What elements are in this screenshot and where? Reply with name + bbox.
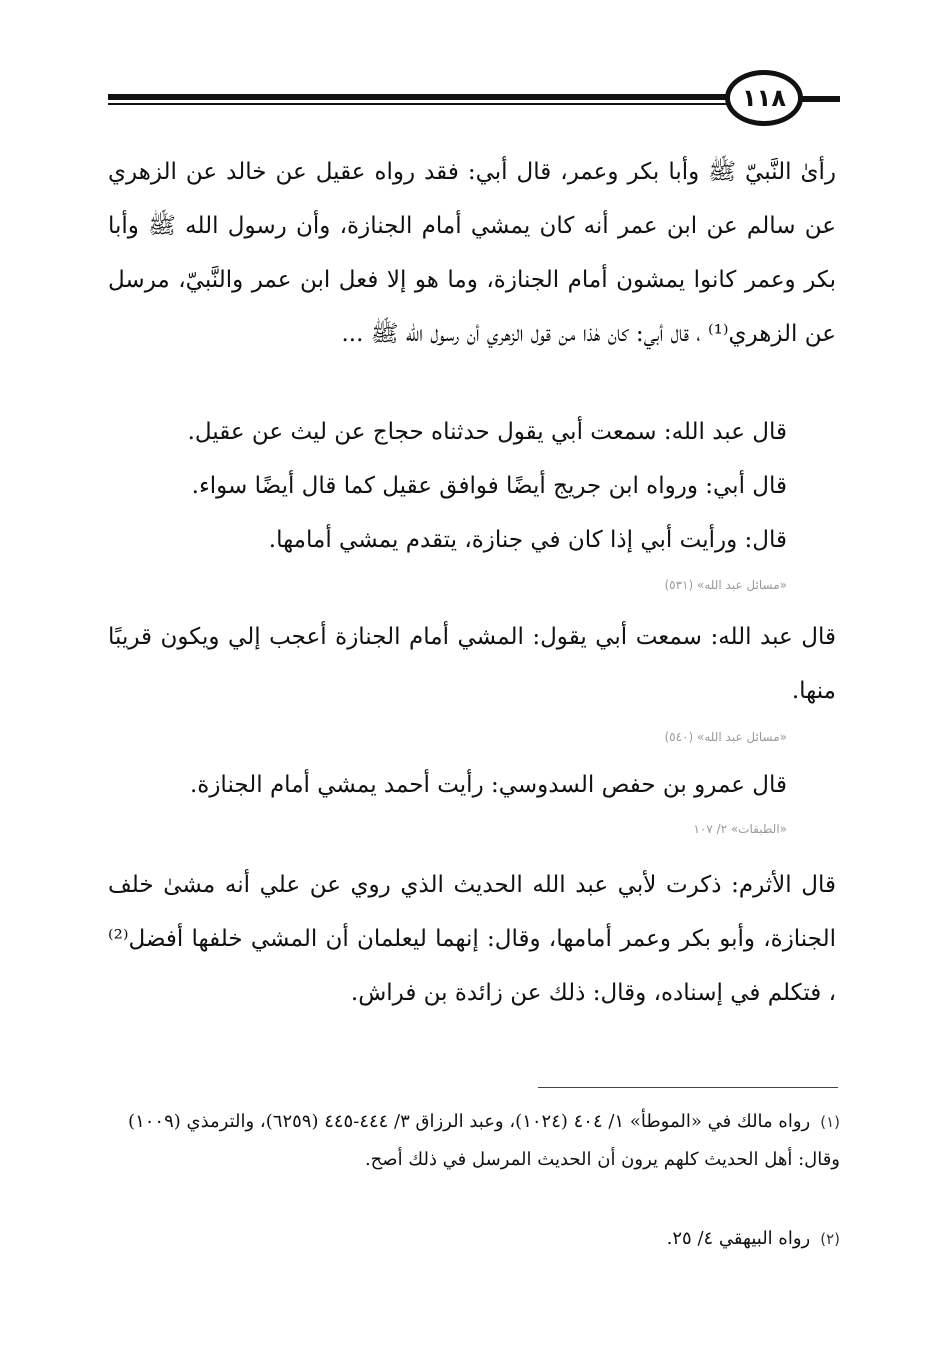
paragraph-4: قال الأثرم: ذكرت لأبي عبد الله الحديث الذي روي عن علي أنه مشىٰ خلف الجنازة، وأبو بكر وعمر أمامها، وقال: إنهما ليعلمان أن المشي خلفها أفضل⁽²⁾ ، فتكلم في إسناده، وقال: ذلك عن زائدة بن فراش. (108, 872, 836, 1006)
source-citation-531: «مسائل عبد الله» (٥٣١) (664, 578, 787, 592)
source-citation-540: «مسائل عبد الله» (٥٤٠) (664, 730, 787, 744)
header-rule-thin (108, 103, 728, 105)
paragraph-2: قال عبد الله: سمعت أبي يقول: المشي أمام الجنازة أعجب إلي ويكون قريبًا منها. (108, 624, 836, 704)
line-abdullah-hajjaj: قال عبد الله: سمعت أبي يقول حدثناه حجاج عن ليث عن عقيل. (187, 419, 787, 445)
footnote-2-number: (٢) (820, 1230, 840, 1248)
page-number: ١١٨ (742, 84, 786, 112)
page-number-badge (725, 70, 803, 126)
footnote-1-number: (١) (820, 1113, 840, 1131)
header-rule-tail (800, 96, 840, 102)
source-citation-tabaqat: «الطبقات» ٢/ ١٠٧ (693, 822, 787, 836)
line-walking-ahead: قال: ورأيت أبي إذا كان في جنازة، يتقدم يمشي أمامها. (268, 527, 787, 553)
paragraph-1: رأىٰ النَّبيّ ﷺ وأبا بكر وعمر، قال أبي: فقد رواه عقيل عن خالد عن الزهري عن سالم عن ابن عمر أنه كان يمشي أمام الجنازة، وأن رسول الله ﷺ وأبا بكر وعمر كانوا يمشون أمام الجنازة، وما هو إلا فعل ابن عمر والنَّبيّ، مرسل عن الزهري⁽¹⁾ ، قال أبي: كان هٰذا من قول الزهري أن رسول الله ﷺ ... (108, 159, 836, 347)
footnote-2 (667, 1220, 840, 1258)
paragraph-3: قال عمرو بن حفص السدوسي: رأيت أحمد يمشي أمام الجنازة. (189, 772, 787, 798)
footnote-1 (108, 1103, 840, 1179)
footnote-1-text: رواه مالك في «الموطأ» ١/ ٤٠٤ (١٠٢٤)، وعبد الرزاق ٣/ ٤٤٤-٤٤٥ (٦٢٥٩)، والترمذي (١٠٠٩) وقال: أهل الحديث كلهم يرون أن الحديث المرسل في ذلك أصح. (128, 1111, 840, 1170)
footnote-divider (538, 1087, 838, 1088)
footnote-2-text: رواه البيهقي ٤/ ٢٥. (666, 1228, 811, 1249)
header-rule-thick (108, 94, 728, 100)
page-header (108, 70, 843, 128)
line-ibn-jurayj: قال أبي: ورواه ابن جريج أيضًا فوافق عقيل كما قال أيضًا سواء. (191, 473, 787, 499)
